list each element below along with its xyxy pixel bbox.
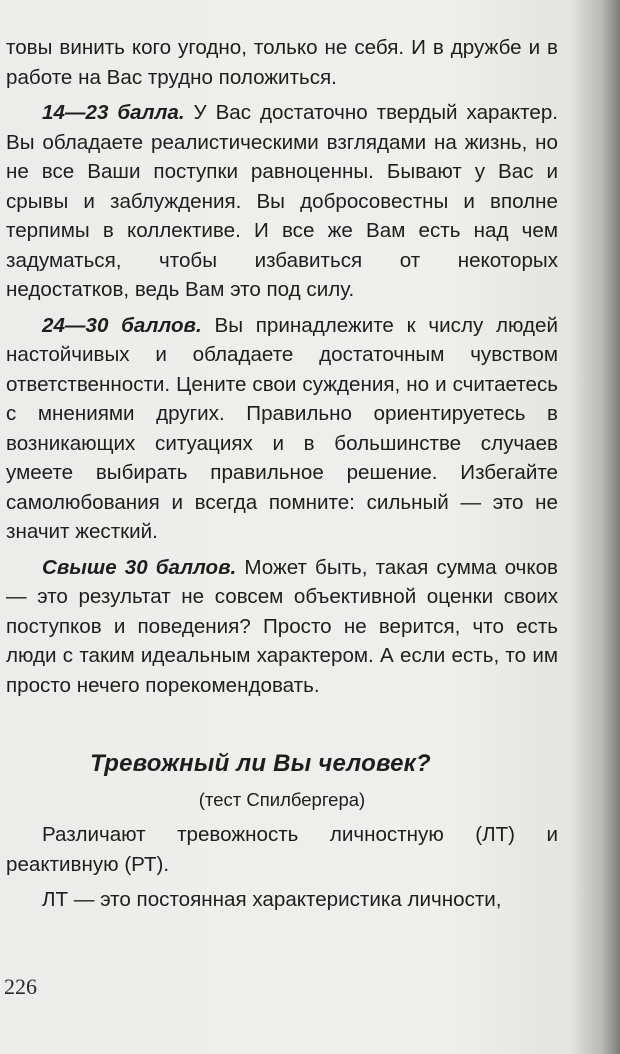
- paragraph-24-30: [6, 311, 558, 547]
- section-paragraph: Различают тревожность личностную (ЛТ) и реактивную (РТ).: [6, 823, 558, 876]
- paragraph-continuation: товы винить кого угодно, только не себя. И в дружбе и в работе на Вас трудно положиться.: [6, 36, 558, 89]
- page-number: 226: [4, 974, 37, 999]
- paragraph-14-23: [6, 98, 558, 305]
- page-text: [6, 33, 558, 915]
- paragraph-lead: 14—23 балла.: [42, 101, 185, 124]
- paragraph-lead: 24—30 баллов.: [42, 313, 202, 337]
- paragraph-body: Вы принадлежите к числу людей настойчивых и обладаете достаточным чувством ответственности. Цените свои суждения, но и считаетесь с мнениями других. Правильно ориентируетесь в возникающих ситуациях и в большинстве случаев умеете выбирать правильное решение. Избегайте самолюбования и всегда помните: сильный — это не значит жесткий.: [6, 313, 558, 543]
- paragraph-body: Может быть, такая сумма очков — это результат не совсем объективной оценки своих поступков и поведения? Просто не верится, что есть люди с таким идеальным характером. А если есть, то им просто нечего порекомендовать.: [6, 555, 558, 697]
- paragraph-over-30: [6, 553, 558, 701]
- section-paragraph: ЛТ — это постоянная характеристика личности,: [42, 888, 502, 911]
- section-title: Тревожный ли Вы человек?: [90, 750, 431, 777]
- paragraph-body: У Вас достаточно твердый характер. Вы обладаете реалистическими взглядами на жизнь, но не все Ваши поступки равноценны. Бывают у Вас и срывы и заблуждения. Вы добросовестны и вполне терпимы в коллективе. И все же Вам есть над чем задуматься, чтобы избавиться от некоторых недостатков, ведь Вам это под силу.: [6, 101, 558, 301]
- paragraph-lead: Свыше 30 баллов.: [42, 555, 237, 579]
- section-subtitle: (тест Спилбергера): [198, 789, 366, 810]
